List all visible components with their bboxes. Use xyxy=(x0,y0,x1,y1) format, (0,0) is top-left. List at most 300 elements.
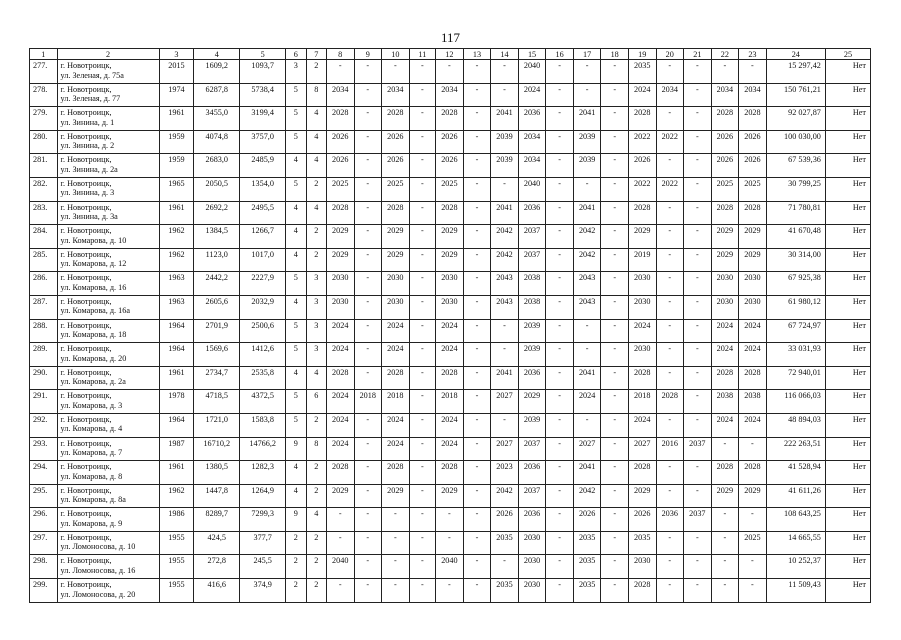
cell-col-23: 2028 xyxy=(739,461,767,485)
cell-col-9: - xyxy=(354,225,382,249)
cell-col-24: 48 894,03 xyxy=(766,413,825,437)
cell-col-4: 2701,9 xyxy=(194,319,240,343)
row-number: 296. xyxy=(30,508,58,532)
cell-col-25: Нет xyxy=(825,413,870,437)
cell-col-20: - xyxy=(656,343,684,367)
cell-col-10: 2029 xyxy=(382,248,410,272)
cell-col-11: - xyxy=(409,413,436,437)
cell-col-20: - xyxy=(656,60,684,84)
address-street: ул. Зинина, д. 2а xyxy=(60,164,118,174)
address-city: г. Новотроицк, xyxy=(60,249,112,259)
cell-col-13: - xyxy=(463,154,491,178)
cell-col-23: 2025 xyxy=(739,177,767,201)
cell-col-8: 2028 xyxy=(326,366,354,390)
cell-col-7: 4 xyxy=(306,154,326,178)
cell-col-22: 2029 xyxy=(711,248,739,272)
cell-col-11: - xyxy=(409,295,436,319)
cell-col-3: 1978 xyxy=(159,390,194,414)
table-row xyxy=(30,154,871,178)
cell-col-4: 424,5 xyxy=(194,531,240,555)
cell-col-18: - xyxy=(601,390,629,414)
cell-col-9: - xyxy=(354,555,382,579)
cell-col-21: - xyxy=(684,60,712,84)
cell-col-16: - xyxy=(546,555,574,579)
cell-col-8: 2029 xyxy=(326,225,354,249)
cell-col-23: - xyxy=(739,555,767,579)
cell-col-18: - xyxy=(601,413,629,437)
address-city: г. Новотроицк, xyxy=(60,485,112,495)
cell-col-21: - xyxy=(684,83,712,107)
cell-col-3: 1987 xyxy=(159,437,194,461)
cell-col-3: 1974 xyxy=(159,83,194,107)
table-row xyxy=(30,508,871,532)
row-number: 285. xyxy=(30,248,58,272)
cell-col-5: 5738,4 xyxy=(240,83,286,107)
cell-col-3: 1964 xyxy=(159,413,194,437)
cell-col-22: 2029 xyxy=(711,225,739,249)
cell-col-9: - xyxy=(354,319,382,343)
cell-col-18: - xyxy=(601,555,629,579)
cell-col-23: 2038 xyxy=(739,390,767,414)
cell-col-14: 2035 xyxy=(491,579,519,603)
cell-col-11: - xyxy=(409,130,436,154)
cell-col-16: - xyxy=(546,508,574,532)
column-number-6: 6 xyxy=(286,49,306,60)
cell-col-7: 2 xyxy=(306,413,326,437)
cell-col-12: 2028 xyxy=(436,107,464,131)
column-number-21: 21 xyxy=(684,49,712,60)
cell-col-17: 2039 xyxy=(573,130,601,154)
cell-col-24: 67 539,36 xyxy=(766,154,825,178)
cell-col-14: 2035 xyxy=(491,531,519,555)
cell-col-4: 1384,5 xyxy=(194,225,240,249)
cell-col-13: - xyxy=(463,484,491,508)
address-city: г. Новотроицк, xyxy=(60,391,112,401)
cell-col-7: 2 xyxy=(306,225,326,249)
cell-col-5: 2485,9 xyxy=(240,154,286,178)
cell-col-16: - xyxy=(546,579,574,603)
cell-col-17: - xyxy=(573,83,601,107)
cell-col-13: - xyxy=(463,531,491,555)
table-row xyxy=(30,295,871,319)
cell-col-23: 2028 xyxy=(739,201,767,225)
cell-col-4: 2692,2 xyxy=(194,201,240,225)
column-number-14: 14 xyxy=(491,49,519,60)
address-city: г. Новотроицк, xyxy=(60,202,112,212)
cell-col-9: - xyxy=(354,154,382,178)
column-number-18: 18 xyxy=(601,49,629,60)
cell-col-24: 116 066,03 xyxy=(766,390,825,414)
column-number-13: 13 xyxy=(463,49,491,60)
cell-col-14: 2039 xyxy=(491,130,519,154)
cell-col-19: 2022 xyxy=(628,177,656,201)
cell-col-13: - xyxy=(463,225,491,249)
cell-col-12: - xyxy=(436,60,464,84)
cell-col-14: 2023 xyxy=(491,461,519,485)
cell-col-5: 2535,8 xyxy=(240,366,286,390)
address-street: ул. Зинина, д. 2 xyxy=(60,141,115,151)
cell-col-25: Нет xyxy=(825,130,870,154)
cell-col-13: - xyxy=(463,366,491,390)
cell-col-24: 72 940,01 xyxy=(766,366,825,390)
cell-col-3: 1959 xyxy=(159,130,194,154)
cell-col-20: - xyxy=(656,107,684,131)
cell-col-16: - xyxy=(546,484,574,508)
column-number-17: 17 xyxy=(573,49,601,60)
cell-col-5: 1266,7 xyxy=(240,225,286,249)
cell-col-25: Нет xyxy=(825,60,870,84)
cell-col-8: 2029 xyxy=(326,484,354,508)
cell-col-19: 2035 xyxy=(628,60,656,84)
column-number-2: 2 xyxy=(57,49,159,60)
cell-col-14: 2041 xyxy=(491,107,519,131)
cell-col-8: 2030 xyxy=(326,272,354,296)
cell-col-3: 1965 xyxy=(159,177,194,201)
cell-col-3: 1961 xyxy=(159,201,194,225)
cell-col-25: Нет xyxy=(825,437,870,461)
cell-col-25: Нет xyxy=(825,555,870,579)
cell-col-18: - xyxy=(601,319,629,343)
cell-col-8: - xyxy=(326,508,354,532)
cell-col-25: Нет xyxy=(825,295,870,319)
cell-col-11: - xyxy=(409,60,436,84)
cell-col-6: 4 xyxy=(286,484,306,508)
cell-col-3: 1961 xyxy=(159,366,194,390)
cell-col-17: 2042 xyxy=(573,225,601,249)
cell-col-18: - xyxy=(601,177,629,201)
address-cell xyxy=(57,201,159,225)
cell-col-19: 2029 xyxy=(628,225,656,249)
cell-col-10: - xyxy=(382,531,410,555)
cell-col-14: - xyxy=(491,555,519,579)
cell-col-11: - xyxy=(409,177,436,201)
cell-col-23: 2029 xyxy=(739,484,767,508)
cell-col-15: 2036 xyxy=(518,107,546,131)
cell-col-5: 3757,0 xyxy=(240,130,286,154)
cell-col-16: - xyxy=(546,130,574,154)
cell-col-7: 4 xyxy=(306,366,326,390)
cell-col-18: - xyxy=(601,295,629,319)
cell-col-15: 2029 xyxy=(518,390,546,414)
cell-col-7: 2 xyxy=(306,579,326,603)
column-number-12: 12 xyxy=(436,49,464,60)
cell-col-12: 2028 xyxy=(436,366,464,390)
address-street: ул. Комарова, д. 20 xyxy=(60,353,127,363)
cell-col-18: - xyxy=(601,531,629,555)
cell-col-9: 2018 xyxy=(354,390,382,414)
cell-col-17: 2024 xyxy=(573,390,601,414)
cell-col-20: 2022 xyxy=(656,177,684,201)
cell-col-3: 1962 xyxy=(159,225,194,249)
cell-col-6: 5 xyxy=(286,83,306,107)
cell-col-4: 2605,6 xyxy=(194,295,240,319)
address-city: г. Новотроицк, xyxy=(60,226,112,236)
cell-col-4: 2442,2 xyxy=(194,272,240,296)
cell-col-7: 2 xyxy=(306,60,326,84)
cell-col-15: 2024 xyxy=(518,83,546,107)
cell-col-13: - xyxy=(463,390,491,414)
cell-col-12: - xyxy=(436,579,464,603)
address-street: ул. Зеленая, д. 77 xyxy=(60,94,121,104)
cell-col-12: 2024 xyxy=(436,413,464,437)
cell-col-7: 2 xyxy=(306,461,326,485)
cell-col-22: 2025 xyxy=(711,177,739,201)
cell-col-6: 5 xyxy=(286,107,306,131)
cell-col-10: 2026 xyxy=(382,154,410,178)
table-row xyxy=(30,107,871,131)
cell-col-13: - xyxy=(463,413,491,437)
address-city: г. Новотроицк, xyxy=(60,296,112,306)
cell-col-9: - xyxy=(354,201,382,225)
cell-col-24: 71 780,81 xyxy=(766,201,825,225)
column-number-1: 1 xyxy=(30,49,58,60)
cell-col-6: 5 xyxy=(286,390,306,414)
cell-col-15: 2039 xyxy=(518,343,546,367)
row-number: 278. xyxy=(30,83,58,107)
cell-col-20: - xyxy=(656,366,684,390)
address-cell xyxy=(57,461,159,485)
cell-col-3: 1964 xyxy=(159,343,194,367)
cell-col-21: - xyxy=(684,343,712,367)
column-number-24: 24 xyxy=(766,49,825,60)
cell-col-10: 2030 xyxy=(382,295,410,319)
cell-col-24: 10 252,37 xyxy=(766,555,825,579)
housing-register-table xyxy=(29,48,871,603)
cell-col-20: - xyxy=(656,272,684,296)
cell-col-12: 2030 xyxy=(436,295,464,319)
address-cell xyxy=(57,130,159,154)
cell-col-22: 2029 xyxy=(711,484,739,508)
cell-col-19: 2028 xyxy=(628,579,656,603)
address-cell xyxy=(57,555,159,579)
cell-col-21: - xyxy=(684,130,712,154)
address-street: ул. Комарова, д. 2а xyxy=(60,377,126,387)
cell-col-16: - xyxy=(546,107,574,131)
cell-col-5: 4372,5 xyxy=(240,390,286,414)
cell-col-25: Нет xyxy=(825,83,870,107)
cell-col-5: 7299,3 xyxy=(240,508,286,532)
cell-col-3: 1964 xyxy=(159,319,194,343)
cell-col-25: Нет xyxy=(825,508,870,532)
cell-col-11: - xyxy=(409,225,436,249)
cell-col-5: 2500,6 xyxy=(240,319,286,343)
cell-col-7: 2 xyxy=(306,248,326,272)
cell-col-19: 2027 xyxy=(628,437,656,461)
table-row xyxy=(30,413,871,437)
cell-col-8: 2026 xyxy=(326,130,354,154)
column-number-23: 23 xyxy=(739,49,767,60)
address-street: ул. Комарова, д. 12 xyxy=(60,259,127,269)
address-street: ул. Зинина, д. 3а xyxy=(60,212,118,222)
cell-col-20: - xyxy=(656,484,684,508)
address-street: ул. Комарова, д. 7 xyxy=(60,448,123,457)
cell-col-25: Нет xyxy=(825,154,870,178)
address-city: г. Новотроицк, xyxy=(60,532,112,542)
cell-col-7: 8 xyxy=(306,83,326,107)
cell-col-11: - xyxy=(409,508,436,532)
row-number: 297. xyxy=(30,531,58,555)
cell-col-21: - xyxy=(684,248,712,272)
cell-col-15: 2036 xyxy=(518,461,546,485)
cell-col-22: 2028 xyxy=(711,366,739,390)
cell-col-17: 2026 xyxy=(573,508,601,532)
row-number: 298. xyxy=(30,555,58,579)
cell-col-14: 2039 xyxy=(491,154,519,178)
cell-col-11: - xyxy=(409,343,436,367)
address-street: ул. Зинина, д. 3 xyxy=(60,188,115,198)
address-city: г. Новотроицк, xyxy=(60,367,112,377)
cell-col-13: - xyxy=(463,508,491,532)
cell-col-4: 1447,8 xyxy=(194,484,240,508)
row-number: 289. xyxy=(30,343,58,367)
cell-col-5: 1583,8 xyxy=(240,413,286,437)
cell-col-19: 2030 xyxy=(628,272,656,296)
cell-col-24: 30 799,25 xyxy=(766,177,825,201)
address-city: г. Новотроицк, xyxy=(60,61,112,70)
cell-col-8: - xyxy=(326,579,354,603)
cell-col-19: 2026 xyxy=(628,508,656,532)
address-street: ул. Комарова, д. 10 xyxy=(60,235,127,245)
cell-col-6: 4 xyxy=(286,461,306,485)
cell-col-11: - xyxy=(409,437,436,461)
cell-col-16: - xyxy=(546,295,574,319)
cell-col-23: 2024 xyxy=(739,413,767,437)
cell-col-23: 2028 xyxy=(739,366,767,390)
cell-col-23: - xyxy=(739,579,767,603)
cell-col-13: - xyxy=(463,295,491,319)
cell-col-22: - xyxy=(711,555,739,579)
cell-col-25: Нет xyxy=(825,390,870,414)
cell-col-9: - xyxy=(354,366,382,390)
address-city: г. Новотроицк, xyxy=(60,155,112,165)
cell-col-21: - xyxy=(684,555,712,579)
cell-col-6: 2 xyxy=(286,579,306,603)
cell-col-8: 2024 xyxy=(326,413,354,437)
column-number-5: 5 xyxy=(240,49,286,60)
cell-col-9: - xyxy=(354,508,382,532)
cell-col-24: 14 665,55 xyxy=(766,531,825,555)
cell-col-21: - xyxy=(684,461,712,485)
cell-col-6: 2 xyxy=(286,555,306,579)
cell-col-16: - xyxy=(546,366,574,390)
cell-col-16: - xyxy=(546,60,574,84)
address-street: ул. Зеленая, д. 75а xyxy=(60,70,124,80)
header-row xyxy=(30,49,871,60)
table-row xyxy=(30,390,871,414)
cell-col-25: Нет xyxy=(825,225,870,249)
cell-col-20: - xyxy=(656,413,684,437)
table-row xyxy=(30,272,871,296)
cell-col-21: - xyxy=(684,484,712,508)
address-cell xyxy=(57,579,159,603)
cell-col-15: 2038 xyxy=(518,295,546,319)
cell-col-20: - xyxy=(656,319,684,343)
cell-col-5: 2227,9 xyxy=(240,272,286,296)
cell-col-11: - xyxy=(409,461,436,485)
cell-col-15: 2034 xyxy=(518,154,546,178)
cell-col-6: 5 xyxy=(286,319,306,343)
cell-col-7: 3 xyxy=(306,343,326,367)
table-row xyxy=(30,579,871,603)
cell-col-24: 100 030,00 xyxy=(766,130,825,154)
cell-col-12: 2030 xyxy=(436,272,464,296)
cell-col-12: 2026 xyxy=(436,154,464,178)
cell-col-22: - xyxy=(711,60,739,84)
cell-col-15: 2037 xyxy=(518,484,546,508)
address-cell xyxy=(57,390,159,414)
cell-col-22: 2024 xyxy=(711,413,739,437)
cell-col-21: 2037 xyxy=(684,508,712,532)
cell-col-6: 4 xyxy=(286,201,306,225)
cell-col-9: - xyxy=(354,579,382,603)
cell-col-14: 2027 xyxy=(491,390,519,414)
cell-col-8: 2028 xyxy=(326,107,354,131)
column-number-3: 3 xyxy=(159,49,194,60)
cell-col-17: 2041 xyxy=(573,107,601,131)
cell-col-15: 2036 xyxy=(518,201,546,225)
cell-col-19: 2026 xyxy=(628,154,656,178)
cell-col-15: 2037 xyxy=(518,225,546,249)
cell-col-14: - xyxy=(491,413,519,437)
cell-col-5: 1282,3 xyxy=(240,461,286,485)
cell-col-6: 9 xyxy=(286,437,306,461)
cell-col-17: 2041 xyxy=(573,366,601,390)
cell-col-7: 8 xyxy=(306,437,326,461)
cell-col-3: 1986 xyxy=(159,508,194,532)
cell-col-16: - xyxy=(546,531,574,555)
cell-col-5: 1264,9 xyxy=(240,484,286,508)
cell-col-15: 2037 xyxy=(518,248,546,272)
cell-col-22: 2028 xyxy=(711,461,739,485)
cell-col-7: 2 xyxy=(306,484,326,508)
cell-col-3: 2015 xyxy=(159,60,194,84)
cell-col-20: 2034 xyxy=(656,83,684,107)
row-number: 293. xyxy=(30,437,58,461)
cell-col-15: 2040 xyxy=(518,60,546,84)
cell-col-20: - xyxy=(656,555,684,579)
cell-col-10: 2025 xyxy=(382,177,410,201)
cell-col-19: 2028 xyxy=(628,201,656,225)
cell-col-13: - xyxy=(463,319,491,343)
cell-col-22: 2030 xyxy=(711,272,739,296)
address-street: ул. Ломоносова, д. 20 xyxy=(60,589,136,599)
cell-col-22: 2026 xyxy=(711,154,739,178)
column-number-11: 11 xyxy=(409,49,436,60)
cell-col-8: 2029 xyxy=(326,248,354,272)
cell-col-25: Нет xyxy=(825,272,870,296)
cell-col-17: - xyxy=(573,413,601,437)
cell-col-6: 2 xyxy=(286,531,306,555)
cell-col-7: 3 xyxy=(306,319,326,343)
cell-col-18: - xyxy=(601,461,629,485)
cell-col-4: 1609,2 xyxy=(194,60,240,84)
address-street: ул. Комарова, д. 9 xyxy=(60,518,123,528)
cell-col-12: 2024 xyxy=(436,343,464,367)
cell-col-3: 1955 xyxy=(159,531,194,555)
cell-col-3: 1955 xyxy=(159,555,194,579)
cell-col-5: 2032,9 xyxy=(240,295,286,319)
cell-col-14: 2042 xyxy=(491,225,519,249)
cell-col-3: 1955 xyxy=(159,579,194,603)
cell-col-20: - xyxy=(656,154,684,178)
address-cell xyxy=(57,319,159,343)
cell-col-4: 3455,0 xyxy=(194,107,240,131)
cell-col-25: Нет xyxy=(825,531,870,555)
cell-col-23: 2025 xyxy=(739,531,767,555)
cell-col-4: 2050,5 xyxy=(194,177,240,201)
cell-col-6: 5 xyxy=(286,343,306,367)
cell-col-22: 2024 xyxy=(711,343,739,367)
